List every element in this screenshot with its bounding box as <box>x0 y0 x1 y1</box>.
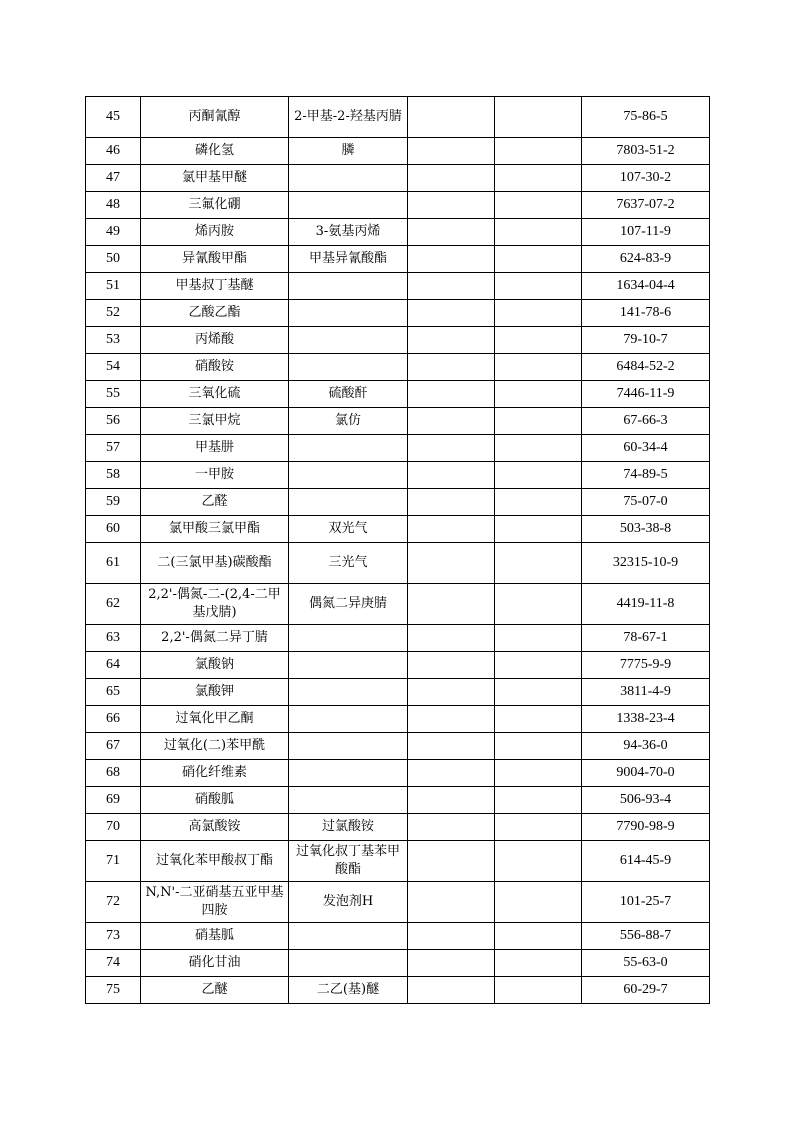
cas-number-cell: 614-45-9 <box>582 841 710 882</box>
chemical-name-cell: 丙酮氰醇 <box>141 97 289 138</box>
row-number-cell: 75 <box>86 977 141 1004</box>
alias-cell <box>289 192 408 219</box>
chemical-name-cell: 三氧化硫 <box>141 381 289 408</box>
chemical-name-cell: 丙烯酸 <box>141 327 289 354</box>
table-row <box>86 516 710 543</box>
alias-cell: 过氯酸铵 <box>289 814 408 841</box>
chemical-name-cell: 氯酸钠 <box>141 652 289 679</box>
table-row <box>86 97 710 138</box>
blank-cell <box>495 760 582 787</box>
alias-cell: 过氧化叔丁基苯甲酸酯 <box>289 841 408 882</box>
table-row <box>86 882 710 923</box>
cas-number-cell: 74-89-5 <box>582 462 710 489</box>
alias-cell: 甲基异氰酸酯 <box>289 246 408 273</box>
alias-cell <box>289 652 408 679</box>
table-row <box>86 706 710 733</box>
blank-cell <box>408 584 495 625</box>
row-number-cell: 45 <box>86 97 141 138</box>
row-number-cell: 67 <box>86 733 141 760</box>
row-number-cell: 74 <box>86 950 141 977</box>
blank-cell <box>495 882 582 923</box>
row-number-cell: 69 <box>86 787 141 814</box>
blank-cell <box>495 489 582 516</box>
chemical-name-cell: 磷化氢 <box>141 138 289 165</box>
table-row <box>86 435 710 462</box>
row-number-cell: 71 <box>86 841 141 882</box>
blank-cell <box>408 516 495 543</box>
chemicals-table-body <box>86 97 710 1004</box>
alias-cell <box>289 165 408 192</box>
table-row <box>86 787 710 814</box>
table-row <box>86 760 710 787</box>
alias-cell <box>289 625 408 652</box>
blank-cell <box>495 584 582 625</box>
cas-number-cell: 101-25-7 <box>582 882 710 923</box>
blank-cell <box>408 219 495 246</box>
blank-cell <box>408 543 495 584</box>
alias-cell: 三光气 <box>289 543 408 584</box>
table-row <box>86 625 710 652</box>
blank-cell <box>495 165 582 192</box>
alias-cell <box>289 760 408 787</box>
chemical-name-cell: 高氯酸铵 <box>141 814 289 841</box>
blank-cell <box>495 97 582 138</box>
row-number-cell: 47 <box>86 165 141 192</box>
chemical-name-cell: 异氰酸甲酯 <box>141 246 289 273</box>
blank-cell <box>495 408 582 435</box>
blank-cell <box>495 300 582 327</box>
table-row <box>86 408 710 435</box>
alias-cell: 3-氨基丙烯 <box>289 219 408 246</box>
blank-cell <box>495 327 582 354</box>
blank-cell <box>408 435 495 462</box>
alias-cell <box>289 354 408 381</box>
row-number-cell: 66 <box>86 706 141 733</box>
blank-cell <box>495 841 582 882</box>
row-number-cell: 51 <box>86 273 141 300</box>
table-row <box>86 219 710 246</box>
cas-number-cell: 79-10-7 <box>582 327 710 354</box>
cas-number-cell: 141-78-6 <box>582 300 710 327</box>
table-row <box>86 679 710 706</box>
row-number-cell: 46 <box>86 138 141 165</box>
alias-cell <box>289 787 408 814</box>
table-row <box>86 950 710 977</box>
blank-cell <box>495 625 582 652</box>
blank-cell <box>408 977 495 1004</box>
cas-number-cell: 6484-52-2 <box>582 354 710 381</box>
blank-cell <box>408 381 495 408</box>
chemicals-table <box>85 96 710 1004</box>
row-number-cell: 55 <box>86 381 141 408</box>
blank-cell <box>408 706 495 733</box>
blank-cell <box>408 97 495 138</box>
cas-number-cell: 32315-10-9 <box>582 543 710 584</box>
row-number-cell: 68 <box>86 760 141 787</box>
chemical-name-cell: 烯丙胺 <box>141 219 289 246</box>
alias-cell: 2-甲基-2-羟基丙腈 <box>289 97 408 138</box>
blank-cell <box>408 923 495 950</box>
cas-number-cell: 75-07-0 <box>582 489 710 516</box>
cas-number-cell: 7790-98-9 <box>582 814 710 841</box>
cas-number-cell: 107-30-2 <box>582 165 710 192</box>
alias-cell <box>289 462 408 489</box>
blank-cell <box>495 652 582 679</box>
alias-cell: 发泡剂H <box>289 882 408 923</box>
chemical-name-cell: 乙醛 <box>141 489 289 516</box>
cas-number-cell: 55-63-0 <box>582 950 710 977</box>
chemical-name-cell: 2,2'-偶氮-二-(2,4-二甲基戊腈) <box>141 584 289 625</box>
alias-cell: 膦 <box>289 138 408 165</box>
alias-cell <box>289 706 408 733</box>
alias-cell: 双光气 <box>289 516 408 543</box>
table-row <box>86 652 710 679</box>
chemical-name-cell: 过氧化甲乙酮 <box>141 706 289 733</box>
cas-number-cell: 1338-23-4 <box>582 706 710 733</box>
blank-cell <box>495 679 582 706</box>
blank-cell <box>495 246 582 273</box>
table-row <box>86 489 710 516</box>
blank-cell <box>408 679 495 706</box>
blank-cell <box>495 516 582 543</box>
cas-number-cell: 506-93-4 <box>582 787 710 814</box>
blank-cell <box>408 950 495 977</box>
chemical-name-cell: 三氟化硼 <box>141 192 289 219</box>
blank-cell <box>495 273 582 300</box>
cas-number-cell: 78-67-1 <box>582 625 710 652</box>
cas-number-cell: 556-88-7 <box>582 923 710 950</box>
cas-number-cell: 4419-11-8 <box>582 584 710 625</box>
chemical-name-cell: 乙醚 <box>141 977 289 1004</box>
cas-number-cell: 67-66-3 <box>582 408 710 435</box>
blank-cell <box>495 950 582 977</box>
cas-number-cell: 107-11-9 <box>582 219 710 246</box>
cas-number-cell: 75-86-5 <box>582 97 710 138</box>
blank-cell <box>408 408 495 435</box>
blank-cell <box>495 733 582 760</box>
cas-number-cell: 94-36-0 <box>582 733 710 760</box>
alias-cell <box>289 300 408 327</box>
blank-cell <box>408 462 495 489</box>
cas-number-cell: 7637-07-2 <box>582 192 710 219</box>
table-row <box>86 923 710 950</box>
cas-number-cell: 60-29-7 <box>582 977 710 1004</box>
chemical-name-cell: 过氧化(二)苯甲酰 <box>141 733 289 760</box>
cas-number-cell: 60-34-4 <box>582 435 710 462</box>
chemical-name-cell: 硝基胍 <box>141 923 289 950</box>
table-row <box>86 138 710 165</box>
blank-cell <box>408 625 495 652</box>
cas-number-cell: 9004-70-0 <box>582 760 710 787</box>
table-row <box>86 165 710 192</box>
chemical-name-cell: 硝酸铵 <box>141 354 289 381</box>
table-row <box>86 977 710 1004</box>
chemical-name-cell: N,N'-二亚硝基五亚甲基四胺 <box>141 882 289 923</box>
table-row <box>86 381 710 408</box>
row-number-cell: 50 <box>86 246 141 273</box>
row-number-cell: 57 <box>86 435 141 462</box>
alias-cell: 偶氮二异庚腈 <box>289 584 408 625</box>
blank-cell <box>408 165 495 192</box>
row-number-cell: 49 <box>86 219 141 246</box>
cas-number-cell: 7446-11-9 <box>582 381 710 408</box>
row-number-cell: 60 <box>86 516 141 543</box>
blank-cell <box>408 246 495 273</box>
table-row <box>86 462 710 489</box>
row-number-cell: 58 <box>86 462 141 489</box>
table-row <box>86 584 710 625</box>
blank-cell <box>495 814 582 841</box>
cas-number-cell: 503-38-8 <box>582 516 710 543</box>
chemical-name-cell: 甲基肼 <box>141 435 289 462</box>
cas-number-cell: 3811-4-9 <box>582 679 710 706</box>
row-number-cell: 73 <box>86 923 141 950</box>
blank-cell <box>408 489 495 516</box>
blank-cell <box>495 706 582 733</box>
blank-cell <box>495 462 582 489</box>
table-row <box>86 814 710 841</box>
row-number-cell: 56 <box>86 408 141 435</box>
table-row <box>86 327 710 354</box>
alias-cell: 氯仿 <box>289 408 408 435</box>
row-number-cell: 48 <box>86 192 141 219</box>
blank-cell <box>495 787 582 814</box>
blank-cell <box>408 300 495 327</box>
chemical-name-cell: 氯甲基甲醚 <box>141 165 289 192</box>
alias-cell <box>289 923 408 950</box>
alias-cell <box>289 679 408 706</box>
blank-cell <box>408 760 495 787</box>
row-number-cell: 72 <box>86 882 141 923</box>
chemical-name-cell: 三氯甲烷 <box>141 408 289 435</box>
blank-cell <box>408 814 495 841</box>
chemical-name-cell: 乙酸乙酯 <box>141 300 289 327</box>
blank-cell <box>408 733 495 760</box>
row-number-cell: 62 <box>86 584 141 625</box>
blank-cell <box>495 977 582 1004</box>
blank-cell <box>495 138 582 165</box>
chemical-name-cell: 硝酸胍 <box>141 787 289 814</box>
blank-cell <box>408 192 495 219</box>
blank-cell <box>495 381 582 408</box>
table-row <box>86 354 710 381</box>
table-row <box>86 733 710 760</box>
chemical-name-cell: 氯甲酸三氯甲酯 <box>141 516 289 543</box>
table-row <box>86 246 710 273</box>
blank-cell <box>408 273 495 300</box>
table-row <box>86 192 710 219</box>
row-number-cell: 53 <box>86 327 141 354</box>
alias-cell <box>289 489 408 516</box>
blank-cell <box>495 923 582 950</box>
cas-number-cell: 7775-9-9 <box>582 652 710 679</box>
cas-number-cell: 7803-51-2 <box>582 138 710 165</box>
alias-cell <box>289 733 408 760</box>
chemical-name-cell: 硝化甘油 <box>141 950 289 977</box>
chemical-name-cell: 过氧化苯甲酸叔丁酯 <box>141 841 289 882</box>
table-row <box>86 543 710 584</box>
chemical-name-cell: 一甲胺 <box>141 462 289 489</box>
blank-cell <box>408 787 495 814</box>
alias-cell <box>289 273 408 300</box>
alias-cell: 硫酸酐 <box>289 381 408 408</box>
blank-cell <box>408 327 495 354</box>
chemical-name-cell: 二(三氯甲基)碳酸酯 <box>141 543 289 584</box>
row-number-cell: 70 <box>86 814 141 841</box>
blank-cell <box>495 543 582 584</box>
row-number-cell: 52 <box>86 300 141 327</box>
chemical-name-cell: 甲基叔丁基醚 <box>141 273 289 300</box>
table-row <box>86 273 710 300</box>
alias-cell <box>289 950 408 977</box>
blank-cell <box>495 192 582 219</box>
alias-cell <box>289 435 408 462</box>
chemical-name-cell: 2,2'-偶氮二异丁腈 <box>141 625 289 652</box>
row-number-cell: 65 <box>86 679 141 706</box>
blank-cell <box>408 841 495 882</box>
blank-cell <box>408 652 495 679</box>
cas-number-cell: 1634-04-4 <box>582 273 710 300</box>
blank-cell <box>408 354 495 381</box>
row-number-cell: 54 <box>86 354 141 381</box>
row-number-cell: 63 <box>86 625 141 652</box>
table-row <box>86 841 710 882</box>
chemical-name-cell: 氯酸钾 <box>141 679 289 706</box>
row-number-cell: 59 <box>86 489 141 516</box>
row-number-cell: 61 <box>86 543 141 584</box>
blank-cell <box>408 138 495 165</box>
blank-cell <box>495 354 582 381</box>
blank-cell <box>495 219 582 246</box>
alias-cell: 二乙(基)醚 <box>289 977 408 1004</box>
cas-number-cell: 624-83-9 <box>582 246 710 273</box>
row-number-cell: 64 <box>86 652 141 679</box>
blank-cell <box>408 882 495 923</box>
alias-cell <box>289 327 408 354</box>
chemical-name-cell: 硝化纤维素 <box>141 760 289 787</box>
blank-cell <box>495 435 582 462</box>
table-row <box>86 300 710 327</box>
